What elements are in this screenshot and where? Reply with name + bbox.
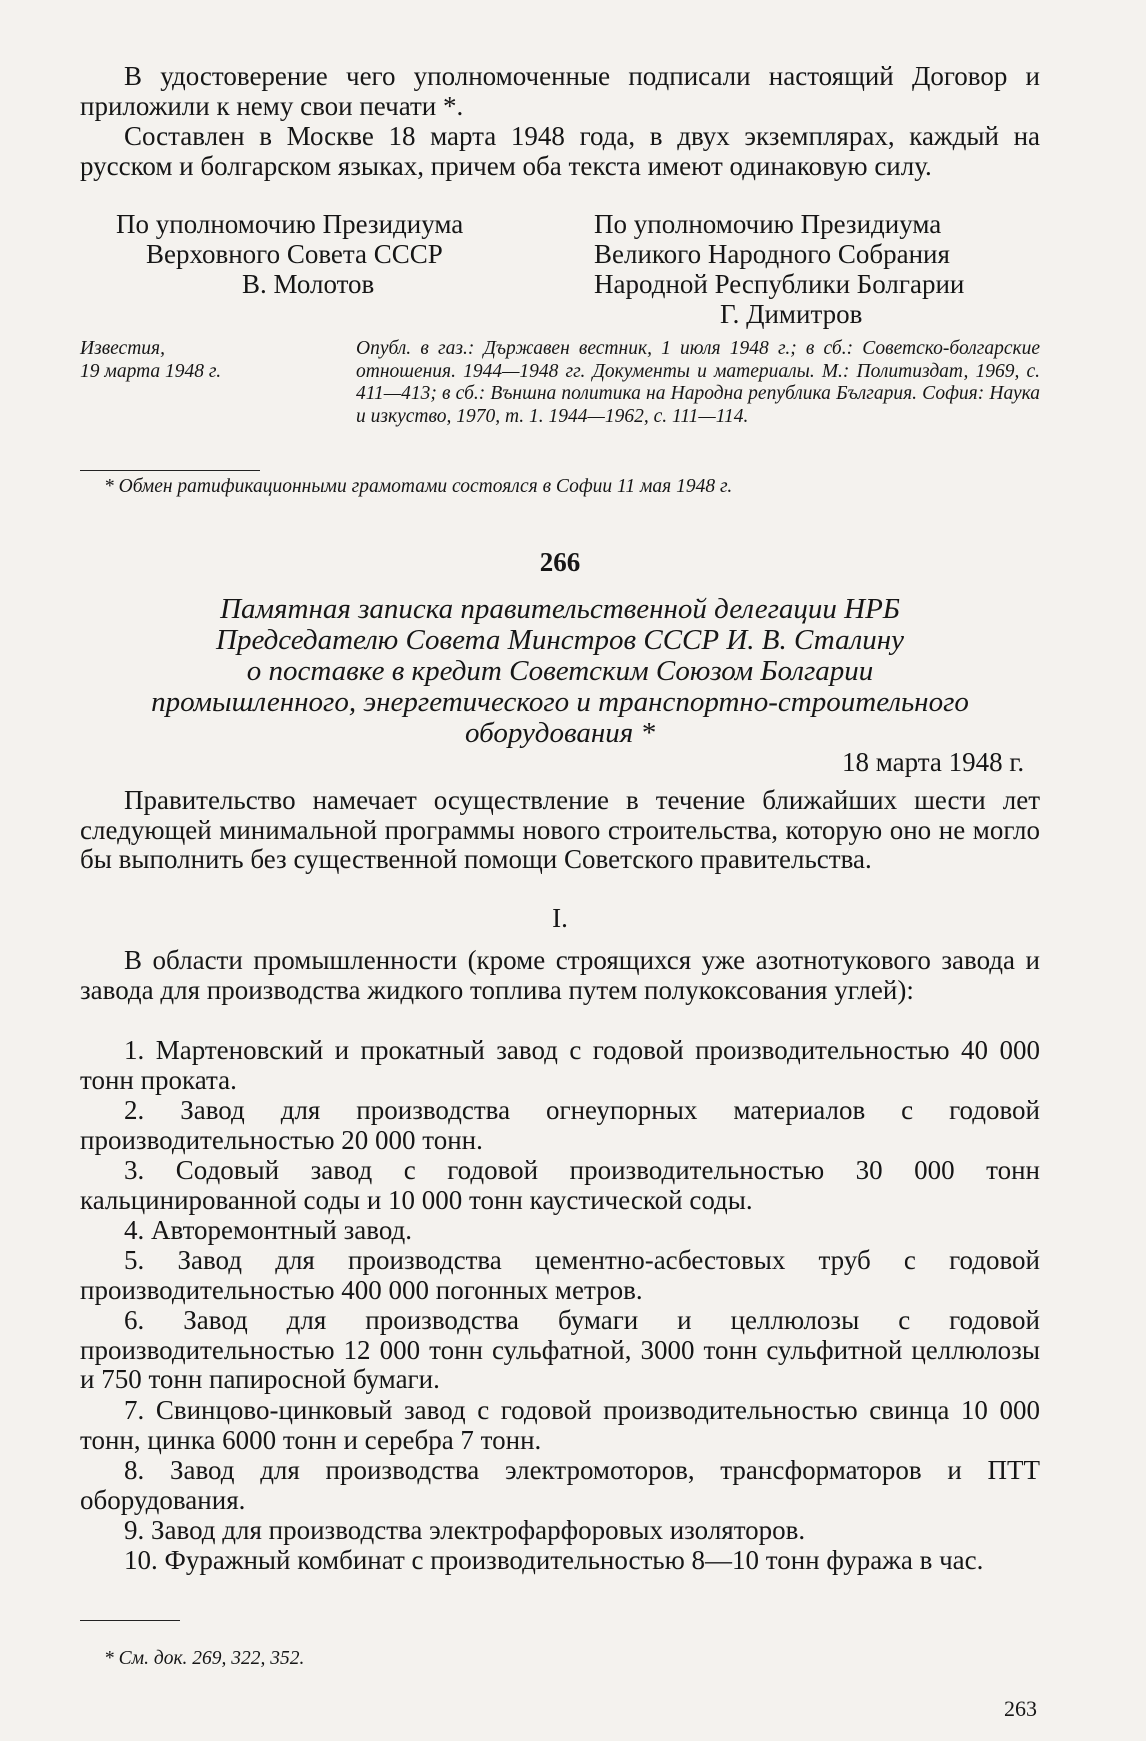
page-number: 263 — [1004, 1696, 1037, 1721]
document-title-line-3: о поставке в кредит Советским Союзом Болгарии — [246, 655, 874, 687]
signature-left-line-1: По уполномочию Президиума — [116, 209, 464, 239]
signature-right-line-4: Г. Димитров — [720, 299, 863, 329]
document-date: 18 марта 1948 г. — [842, 747, 1025, 777]
list-item: 1. Мартеновский и прокатный завод с годовой производительностью 40 000 тонн проката. — [80, 1035, 1040, 1095]
document-title-line-1: Памятная записка правительственной делегации НРБ — [220, 593, 900, 625]
list-item: 10. Фуражный комбинат с производительностью 8—10 тонн фуража в час. — [124, 1545, 984, 1575]
signature-right-line-3: Народной Республики Болгарии — [594, 269, 965, 299]
signature-right-line-2: Великого Народного Собрания — [594, 239, 950, 269]
section-intro: В области промышленности (кроме строящихся уже азотнотукового завода и завода для производства жидкого топлива путем полукоксования углей): — [80, 945, 1040, 1005]
list-item: 2. Завод для производства огнеупорных материалов с годовой производительностью 20 000 тонн. — [80, 1095, 1040, 1155]
source-newspaper: Известия, — [80, 338, 165, 359]
footnote-ratification: * Обмен ратификационными грамотами состоялся в Софии 11 мая 1948 г. — [104, 476, 733, 497]
signature-left-line-2: Верховного Совета СССР — [146, 239, 443, 269]
document-title-line-5: оборудования * — [465, 717, 655, 749]
document-title-line-4: промышленного, энергетического и транспортно-строительного — [151, 686, 969, 718]
footnote-references: * См. док. 269, 322, 352. — [104, 1648, 305, 1669]
source-date: 19 марта 1948 г. — [80, 361, 222, 382]
list-item: 8. Завод для производства электромоторов, трансформаторов и ПТТ оборудования. — [80, 1455, 1040, 1515]
list-item: 5. Завод для производства цементно-асбестовых труб с годовой производительностью 400 000 погонных метров. — [80, 1245, 1040, 1305]
list-item: 4. Авторемонтный завод. — [124, 1215, 413, 1245]
signature-left-line-3: В. Молотов — [242, 269, 375, 299]
list-item: 9. Завод для производства электрофарфоровых изоляторов. — [124, 1515, 806, 1545]
intro-paragraph-1: В удостоверение чего уполномоченные подписали настоящий Договор и приложили к нему свои печати *. — [80, 61, 1040, 121]
signature-right-line-1: По уполномочию Президиума — [594, 209, 942, 239]
intro-paragraph-2: Составлен в Москве 18 марта 1948 года, в двух экземплярах, каждый на русском и болгарском языках, причем оба текста имеют одинаковую силу. — [80, 121, 1040, 181]
list-item: 3. Содовый завод с годовой производительностью 30 000 тонн кальцинированной соды и 10 000 тонн каустической соды. — [80, 1155, 1040, 1215]
source-publication: Опубл. в газ.: Държавен вестник, 1 июля 1948 г.; в сб.: Советско-болгарские отношения. 1944—1948 гг. Документы и материалы. М.: Политиздат, 1969, с. 411—413; в сб.: Външна политика на Народна република България. София: Наука и изкуство, 1970, т. 1. 1944—1962, с. 111—114. — [356, 338, 1040, 427]
footnote-divider — [80, 470, 260, 471]
preamble-paragraph: Правительство намечает осуществление в течение ближайших шести лет следующей минимальной программы нового строительства, которую оно не могло бы выполнить без существенной помощи Советского правительства. — [80, 785, 1040, 874]
list-item: 6. Завод для производства бумаги и целлюлозы с годовой производительностью 12 000 тонн сульфатной, 3000 тонн сульфитной целлюлозы и 750 тонн папиросной бумаги. — [80, 1305, 1040, 1394]
document-number: 266 — [539, 547, 581, 577]
section-heading: I. — [552, 903, 568, 933]
document-title-line-2: Председателю Совета Минстров СССР И. В. Сталину — [216, 624, 904, 656]
list-item: 7. Свинцово-цинковый завод с годовой производительностью свинца 10 000 тонн, цинка 6000 тонн и серебра 7 тонн. — [80, 1395, 1040, 1455]
footnote-divider — [80, 1620, 180, 1621]
